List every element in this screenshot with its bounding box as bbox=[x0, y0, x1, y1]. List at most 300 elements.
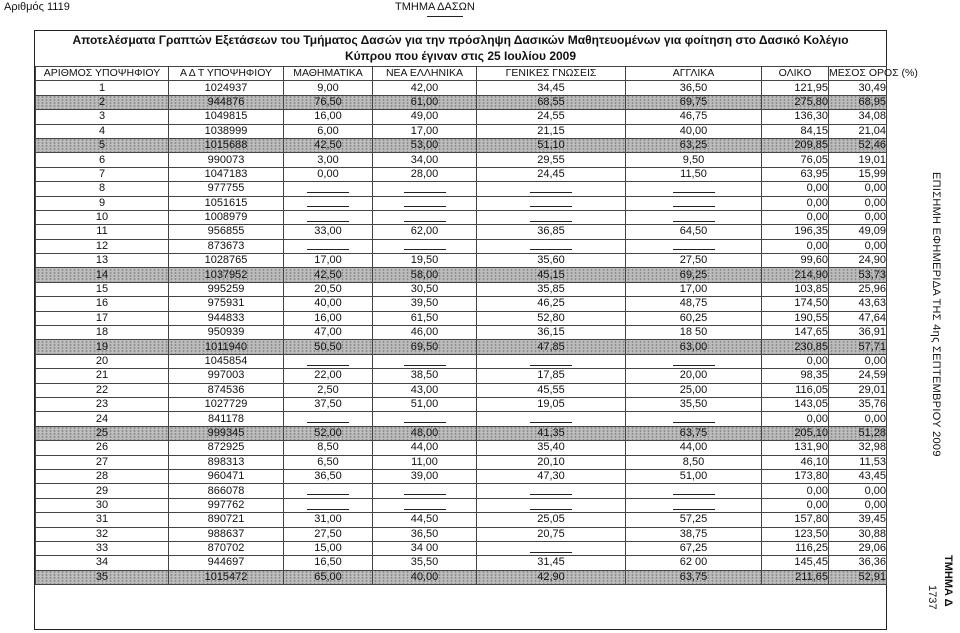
cell-total: 190,55 bbox=[762, 311, 829, 325]
column-header-general-knowledge: ΓΕΝΙΚΕΣ ΓΝΩΣΕΙΣ bbox=[477, 67, 626, 81]
cell-general-knowledge: 45,15 bbox=[477, 268, 626, 282]
table-row bbox=[36, 124, 887, 138]
document-title-line1: Αποτελέσματα Γραπτών Εξετάσεων του Τμήματος Δασών για την πρόσληψη Δασικών Μαθητευομένων για φοίτηση στο Δασικό Κολέγιο bbox=[72, 33, 849, 47]
cell-modern-greek: 61,50 bbox=[373, 311, 477, 325]
cell-mathematics bbox=[284, 354, 373, 368]
cell-english: 40,00 bbox=[626, 124, 762, 138]
cell-modern-greek: 39,50 bbox=[373, 297, 477, 311]
cell-total: 84,15 bbox=[762, 124, 829, 138]
cell-id-card: 944833 bbox=[169, 311, 284, 325]
results-frame bbox=[34, 30, 918, 630]
cell-total: 131,90 bbox=[762, 441, 829, 455]
page-number: Αριθμός 1119 bbox=[4, 1, 70, 13]
cell-english: 62 00 bbox=[626, 556, 762, 570]
cell-english bbox=[626, 412, 762, 426]
column-header-modern-greek: ΝΕΑ ΕΛΛΗΝΙΚΑ bbox=[373, 67, 477, 81]
table-row bbox=[36, 570, 887, 584]
cell-id-card: 1045854 bbox=[169, 354, 284, 368]
cell-general-knowledge bbox=[477, 239, 626, 253]
table-row bbox=[36, 513, 887, 527]
cell-candidate-number: 26 bbox=[36, 441, 169, 455]
cell-candidate-number: 13 bbox=[36, 254, 169, 268]
cell-candidate-number: 12 bbox=[36, 239, 169, 253]
cell-mathematics: 22,00 bbox=[284, 369, 373, 383]
cell-candidate-number: 4 bbox=[36, 124, 169, 138]
cell-candidate-number: 27 bbox=[36, 455, 169, 469]
cell-id-card: 872925 bbox=[169, 441, 284, 455]
cell-average: 0,00 bbox=[829, 210, 887, 224]
blank-score-line bbox=[673, 357, 715, 366]
cell-general-knowledge: 25,05 bbox=[477, 513, 626, 527]
cell-mathematics: 9,00 bbox=[284, 81, 373, 95]
cell-id-card: 841178 bbox=[169, 412, 284, 426]
table-row bbox=[36, 426, 887, 440]
blank-score-line bbox=[673, 501, 715, 510]
cell-modern-greek: 19,50 bbox=[373, 254, 477, 268]
cell-total: 76,05 bbox=[762, 153, 829, 167]
side-page-number: 1737 bbox=[926, 585, 938, 610]
cell-candidate-number: 35 bbox=[36, 570, 169, 584]
table-row bbox=[36, 326, 887, 340]
cell-candidate-number: 2 bbox=[36, 95, 169, 109]
cell-id-card: 1015472 bbox=[169, 570, 284, 584]
cell-general-knowledge bbox=[477, 541, 626, 555]
cell-candidate-number: 20 bbox=[36, 354, 169, 368]
cell-english: 27,50 bbox=[626, 254, 762, 268]
cell-general-knowledge: 35,40 bbox=[477, 441, 626, 455]
table-header-row bbox=[36, 67, 887, 81]
cell-english: 8,50 bbox=[626, 455, 762, 469]
cell-english: 60,25 bbox=[626, 311, 762, 325]
blank-score-line bbox=[307, 486, 349, 495]
cell-total: 205,10 bbox=[762, 426, 829, 440]
cell-id-card: 873673 bbox=[169, 239, 284, 253]
cell-general-knowledge bbox=[477, 182, 626, 196]
cell-mathematics: 40,00 bbox=[284, 297, 373, 311]
cell-candidate-number: 9 bbox=[36, 196, 169, 210]
cell-general-knowledge bbox=[477, 498, 626, 512]
cell-total: 211,65 bbox=[762, 570, 829, 584]
cell-general-knowledge: 51,10 bbox=[477, 138, 626, 152]
cell-modern-greek: 49,00 bbox=[373, 110, 477, 124]
cell-total: 0,00 bbox=[762, 196, 829, 210]
cell-average: 24,90 bbox=[829, 254, 887, 268]
cell-candidate-number: 32 bbox=[36, 527, 169, 541]
cell-candidate-number: 3 bbox=[36, 110, 169, 124]
cell-id-card: 898313 bbox=[169, 455, 284, 469]
cell-mathematics: 42,50 bbox=[284, 138, 373, 152]
cell-modern-greek: 51,00 bbox=[373, 397, 477, 411]
cell-mathematics: 6,50 bbox=[284, 455, 373, 469]
column-header-total: ΟΛΙΚΟ bbox=[762, 67, 829, 81]
cell-total: 173,80 bbox=[762, 469, 829, 483]
blank-score-line bbox=[530, 198, 572, 207]
cell-general-knowledge bbox=[477, 484, 626, 498]
cell-candidate-number: 22 bbox=[36, 383, 169, 397]
cell-id-card: 1038999 bbox=[169, 124, 284, 138]
cell-candidate-number: 24 bbox=[36, 412, 169, 426]
cell-mathematics: 65,00 bbox=[284, 570, 373, 584]
cell-id-card: 960471 bbox=[169, 469, 284, 483]
cell-id-card: 990073 bbox=[169, 153, 284, 167]
blank-score-line bbox=[404, 184, 446, 193]
cell-modern-greek: 44,50 bbox=[373, 513, 477, 527]
cell-english: 67,25 bbox=[626, 541, 762, 555]
blank-score-line bbox=[673, 198, 715, 207]
cell-english: 44,00 bbox=[626, 441, 762, 455]
cell-modern-greek: 48,00 bbox=[373, 426, 477, 440]
cell-average: 15,99 bbox=[829, 167, 887, 181]
blank-score-line bbox=[307, 501, 349, 510]
cell-average: 36,91 bbox=[829, 326, 887, 340]
cell-candidate-number: 34 bbox=[36, 556, 169, 570]
table-row bbox=[36, 81, 887, 95]
table-row bbox=[36, 311, 887, 325]
cell-id-card: 988637 bbox=[169, 527, 284, 541]
cell-modern-greek bbox=[373, 239, 477, 253]
cell-id-card: 944697 bbox=[169, 556, 284, 570]
blank-score-line bbox=[307, 184, 349, 193]
cell-english: 46,75 bbox=[626, 110, 762, 124]
cell-general-knowledge: 47,85 bbox=[477, 340, 626, 354]
cell-id-card: 1008979 bbox=[169, 210, 284, 224]
cell-average: 39,45 bbox=[829, 513, 887, 527]
cell-id-card: 995259 bbox=[169, 282, 284, 296]
cell-average: 25,96 bbox=[829, 282, 887, 296]
cell-modern-greek: 36,50 bbox=[373, 527, 477, 541]
column-header-average: ΜΕΣΟΣ ΟΡΟΣ (%) bbox=[829, 67, 918, 80]
table-row bbox=[36, 210, 887, 224]
cell-average: 0,00 bbox=[829, 196, 887, 210]
cell-id-card: 1011940 bbox=[169, 340, 284, 354]
cell-average: 0,00 bbox=[829, 412, 887, 426]
blank-score-line bbox=[404, 357, 446, 366]
cell-total: 143,05 bbox=[762, 397, 829, 411]
blank-score-line bbox=[530, 241, 572, 250]
cell-general-knowledge: 17,85 bbox=[477, 369, 626, 383]
cell-total: 0,00 bbox=[762, 210, 829, 224]
cell-total: 98,35 bbox=[762, 369, 829, 383]
cell-average: 29,06 bbox=[829, 541, 887, 555]
cell-english: 63,00 bbox=[626, 340, 762, 354]
table-row bbox=[36, 556, 887, 570]
cell-general-knowledge: 52,80 bbox=[477, 311, 626, 325]
cell-total: 0,00 bbox=[762, 484, 829, 498]
cell-modern-greek: 35,50 bbox=[373, 556, 477, 570]
cell-average: 30,88 bbox=[829, 527, 887, 541]
table-row bbox=[36, 110, 887, 124]
cell-id-card: 997762 bbox=[169, 498, 284, 512]
column-header-english: ΑΓΓΛΙΚΑ bbox=[626, 67, 762, 81]
cell-modern-greek bbox=[373, 354, 477, 368]
cell-id-card: 1051615 bbox=[169, 196, 284, 210]
blank-score-line bbox=[530, 414, 572, 423]
cell-average: 0,00 bbox=[829, 484, 887, 498]
cell-candidate-number: 18 bbox=[36, 326, 169, 340]
cell-modern-greek bbox=[373, 498, 477, 512]
blank-score-line bbox=[404, 486, 446, 495]
cell-id-card: 944876 bbox=[169, 95, 284, 109]
cell-modern-greek bbox=[373, 210, 477, 224]
cell-average: 52,91 bbox=[829, 570, 887, 584]
cell-mathematics bbox=[284, 196, 373, 210]
cell-candidate-number: 29 bbox=[36, 484, 169, 498]
cell-average: 11,53 bbox=[829, 455, 887, 469]
cell-mathematics: 33,00 bbox=[284, 225, 373, 239]
table-body bbox=[36, 81, 887, 585]
cell-mathematics: 16,00 bbox=[284, 311, 373, 325]
cell-id-card: 1028765 bbox=[169, 254, 284, 268]
cell-id-card: 999345 bbox=[169, 426, 284, 440]
cell-mathematics: 0,00 bbox=[284, 167, 373, 181]
cell-total: 63,95 bbox=[762, 167, 829, 181]
cell-total: 46,10 bbox=[762, 455, 829, 469]
blank-score-line bbox=[673, 213, 715, 222]
cell-total: 0,00 bbox=[762, 182, 829, 196]
table-row bbox=[36, 196, 887, 210]
cell-id-card: 1049815 bbox=[169, 110, 284, 124]
cell-id-card: 1047183 bbox=[169, 167, 284, 181]
cell-total: 0,00 bbox=[762, 412, 829, 426]
section-title-rule bbox=[427, 16, 463, 17]
cell-candidate-number: 30 bbox=[36, 498, 169, 512]
cell-english: 69,25 bbox=[626, 268, 762, 282]
cell-general-knowledge: 46,25 bbox=[477, 297, 626, 311]
table-row bbox=[36, 498, 887, 512]
cell-candidate-number: 17 bbox=[36, 311, 169, 325]
cell-mathematics: 16,50 bbox=[284, 556, 373, 570]
cell-average: 51,28 bbox=[829, 426, 887, 440]
blank-score-line bbox=[307, 213, 349, 222]
cell-mathematics: 15,00 bbox=[284, 541, 373, 555]
cell-general-knowledge bbox=[477, 412, 626, 426]
cell-id-card: 870702 bbox=[169, 541, 284, 555]
table-row bbox=[36, 282, 887, 296]
cell-candidate-number: 33 bbox=[36, 541, 169, 555]
cell-mathematics: 3,00 bbox=[284, 153, 373, 167]
cell-mathematics: 50,50 bbox=[284, 340, 373, 354]
table-row bbox=[36, 254, 887, 268]
blank-score-line bbox=[530, 213, 572, 222]
blank-score-line bbox=[673, 486, 715, 495]
cell-modern-greek bbox=[373, 412, 477, 426]
blank-score-line bbox=[404, 198, 446, 207]
cell-id-card: 874536 bbox=[169, 383, 284, 397]
cell-general-knowledge: 47,30 bbox=[477, 469, 626, 483]
cell-modern-greek bbox=[373, 196, 477, 210]
cell-general-knowledge: 35,85 bbox=[477, 282, 626, 296]
table-row bbox=[36, 340, 887, 354]
cell-general-knowledge: 19,05 bbox=[477, 397, 626, 411]
cell-total: 136,30 bbox=[762, 110, 829, 124]
table-row bbox=[36, 397, 887, 411]
cell-mathematics: 36,50 bbox=[284, 469, 373, 483]
table-row bbox=[36, 484, 887, 498]
cell-english: 51,00 bbox=[626, 469, 762, 483]
cell-mathematics: 8,50 bbox=[284, 441, 373, 455]
cell-general-knowledge bbox=[477, 354, 626, 368]
table-row bbox=[36, 297, 887, 311]
cell-average: 43,63 bbox=[829, 297, 887, 311]
cell-english bbox=[626, 196, 762, 210]
cell-general-knowledge: 24,45 bbox=[477, 167, 626, 181]
column-header-mathematics: ΜΑΘΗΜΑΤΙΚΑ bbox=[284, 67, 373, 81]
cell-mathematics bbox=[284, 210, 373, 224]
results-table bbox=[35, 66, 918, 585]
cell-candidate-number: 15 bbox=[36, 282, 169, 296]
cell-average: 43,45 bbox=[829, 469, 887, 483]
cell-modern-greek: 17,00 bbox=[373, 124, 477, 138]
cell-average: 24,59 bbox=[829, 369, 887, 383]
cell-modern-greek: 62,00 bbox=[373, 225, 477, 239]
cell-english: 36,50 bbox=[626, 81, 762, 95]
cell-average: 34,08 bbox=[829, 110, 887, 124]
table-row bbox=[36, 412, 887, 426]
cell-id-card: 1015688 bbox=[169, 138, 284, 152]
cell-id-card: 1027729 bbox=[169, 397, 284, 411]
cell-total: 123,50 bbox=[762, 527, 829, 541]
blank-score-line bbox=[404, 414, 446, 423]
cell-modern-greek: 40,00 bbox=[373, 570, 477, 584]
cell-modern-greek: 61,00 bbox=[373, 95, 477, 109]
cell-id-card: 975931 bbox=[169, 297, 284, 311]
cell-id-card: 866078 bbox=[169, 484, 284, 498]
cell-general-knowledge: 21,15 bbox=[477, 124, 626, 138]
table-row bbox=[36, 469, 887, 483]
gazette-side-caption: ΕΠΙΣΗΜΗ ΕΦΗΜΕΡΙΔΑ ΤΗΣ 4ης ΣΕΠΤΕΜΒΡΙΟΥ 2009 bbox=[930, 172, 942, 457]
cell-general-knowledge: 29,55 bbox=[477, 153, 626, 167]
cell-average: 0,00 bbox=[829, 182, 887, 196]
cell-modern-greek: 28,00 bbox=[373, 167, 477, 181]
cell-general-knowledge: 31,45 bbox=[477, 556, 626, 570]
cell-english: 18 50 bbox=[626, 326, 762, 340]
cell-general-knowledge: 41,35 bbox=[477, 426, 626, 440]
cell-mathematics: 16,00 bbox=[284, 110, 373, 124]
cell-candidate-number: 7 bbox=[36, 167, 169, 181]
table-row bbox=[36, 541, 887, 555]
cell-candidate-number: 16 bbox=[36, 297, 169, 311]
cell-average: 0,00 bbox=[829, 354, 887, 368]
cell-mathematics: 17,00 bbox=[284, 254, 373, 268]
table-row bbox=[36, 383, 887, 397]
table-row bbox=[36, 239, 887, 253]
cell-general-knowledge: 42,90 bbox=[477, 570, 626, 584]
cell-english: 63,75 bbox=[626, 426, 762, 440]
blank-score-line bbox=[530, 357, 572, 366]
cell-average: 21,04 bbox=[829, 124, 887, 138]
cell-candidate-number: 5 bbox=[36, 138, 169, 152]
cell-candidate-number: 25 bbox=[36, 426, 169, 440]
cell-total: 103,85 bbox=[762, 282, 829, 296]
cell-average: 68,95 bbox=[829, 95, 887, 109]
table-row bbox=[36, 354, 887, 368]
cell-candidate-number: 21 bbox=[36, 369, 169, 383]
cell-general-knowledge: 20,10 bbox=[477, 455, 626, 469]
cell-modern-greek: 30,50 bbox=[373, 282, 477, 296]
table-row bbox=[36, 138, 887, 152]
cell-mathematics bbox=[284, 412, 373, 426]
cell-average: 36,36 bbox=[829, 556, 887, 570]
blank-score-line bbox=[673, 241, 715, 250]
blank-score-line bbox=[307, 241, 349, 250]
blank-score-line bbox=[404, 501, 446, 510]
cell-general-knowledge bbox=[477, 196, 626, 210]
cell-english: 11,50 bbox=[626, 167, 762, 181]
cell-average: 0,00 bbox=[829, 239, 887, 253]
cell-modern-greek: 43,00 bbox=[373, 383, 477, 397]
cell-mathematics: 37,50 bbox=[284, 397, 373, 411]
cell-mathematics: 27,50 bbox=[284, 527, 373, 541]
cell-english bbox=[626, 498, 762, 512]
cell-mathematics: 47,00 bbox=[284, 326, 373, 340]
blank-score-line bbox=[530, 501, 572, 510]
cell-general-knowledge: 68,55 bbox=[477, 95, 626, 109]
cell-average: 19,01 bbox=[829, 153, 887, 167]
cell-total: 230,85 bbox=[762, 340, 829, 354]
cell-mathematics: 2,50 bbox=[284, 383, 373, 397]
table-row bbox=[36, 153, 887, 167]
cell-modern-greek: 46,00 bbox=[373, 326, 477, 340]
cell-modern-greek: 58,00 bbox=[373, 268, 477, 282]
cell-general-knowledge bbox=[477, 210, 626, 224]
cell-general-knowledge: 24,55 bbox=[477, 110, 626, 124]
cell-candidate-number: 23 bbox=[36, 397, 169, 411]
cell-average: 49,09 bbox=[829, 225, 887, 239]
cell-total: 214,90 bbox=[762, 268, 829, 282]
cell-english: 20,00 bbox=[626, 369, 762, 383]
cell-english bbox=[626, 354, 762, 368]
cell-general-knowledge: 45,55 bbox=[477, 383, 626, 397]
cell-candidate-number: 8 bbox=[36, 182, 169, 196]
blank-score-line bbox=[673, 414, 715, 423]
cell-candidate-number: 10 bbox=[36, 210, 169, 224]
cell-candidate-number: 6 bbox=[36, 153, 169, 167]
cell-general-knowledge: 20,75 bbox=[477, 527, 626, 541]
cell-modern-greek: 34 00 bbox=[373, 541, 477, 555]
cell-mathematics: 31,00 bbox=[284, 513, 373, 527]
cell-total: 174,50 bbox=[762, 297, 829, 311]
column-header-id-card: Α Δ Τ ΥΠΟΨΗΦΙΟΥ bbox=[169, 67, 284, 81]
cell-english: 63,25 bbox=[626, 138, 762, 152]
cell-general-knowledge: 35,60 bbox=[477, 254, 626, 268]
cell-english: 57,25 bbox=[626, 513, 762, 527]
cell-total: 196,35 bbox=[762, 225, 829, 239]
cell-id-card: 890721 bbox=[169, 513, 284, 527]
blank-score-line bbox=[404, 241, 446, 250]
blank-score-line bbox=[307, 414, 349, 423]
cell-modern-greek: 69,50 bbox=[373, 340, 477, 354]
cell-average: 52,46 bbox=[829, 138, 887, 152]
cell-id-card: 950939 bbox=[169, 326, 284, 340]
blank-score-line bbox=[307, 357, 349, 366]
cell-average: 29,01 bbox=[829, 383, 887, 397]
table-row bbox=[36, 441, 887, 455]
cell-candidate-number: 28 bbox=[36, 469, 169, 483]
cell-english: 69,75 bbox=[626, 95, 762, 109]
table-row bbox=[36, 167, 887, 181]
cell-mathematics bbox=[284, 239, 373, 253]
cell-english bbox=[626, 210, 762, 224]
cell-candidate-number: 31 bbox=[36, 513, 169, 527]
cell-modern-greek: 11,00 bbox=[373, 455, 477, 469]
cell-total: 116,25 bbox=[762, 541, 829, 555]
cell-modern-greek: 39,00 bbox=[373, 469, 477, 483]
blank-score-line bbox=[530, 486, 572, 495]
document-title-line2: Κύπρου που έγιναν στις 25 Ιουλίου 2009 bbox=[344, 49, 577, 63]
cell-total: 147,65 bbox=[762, 326, 829, 340]
blank-score-line bbox=[307, 198, 349, 207]
cell-id-card: 956855 bbox=[169, 225, 284, 239]
